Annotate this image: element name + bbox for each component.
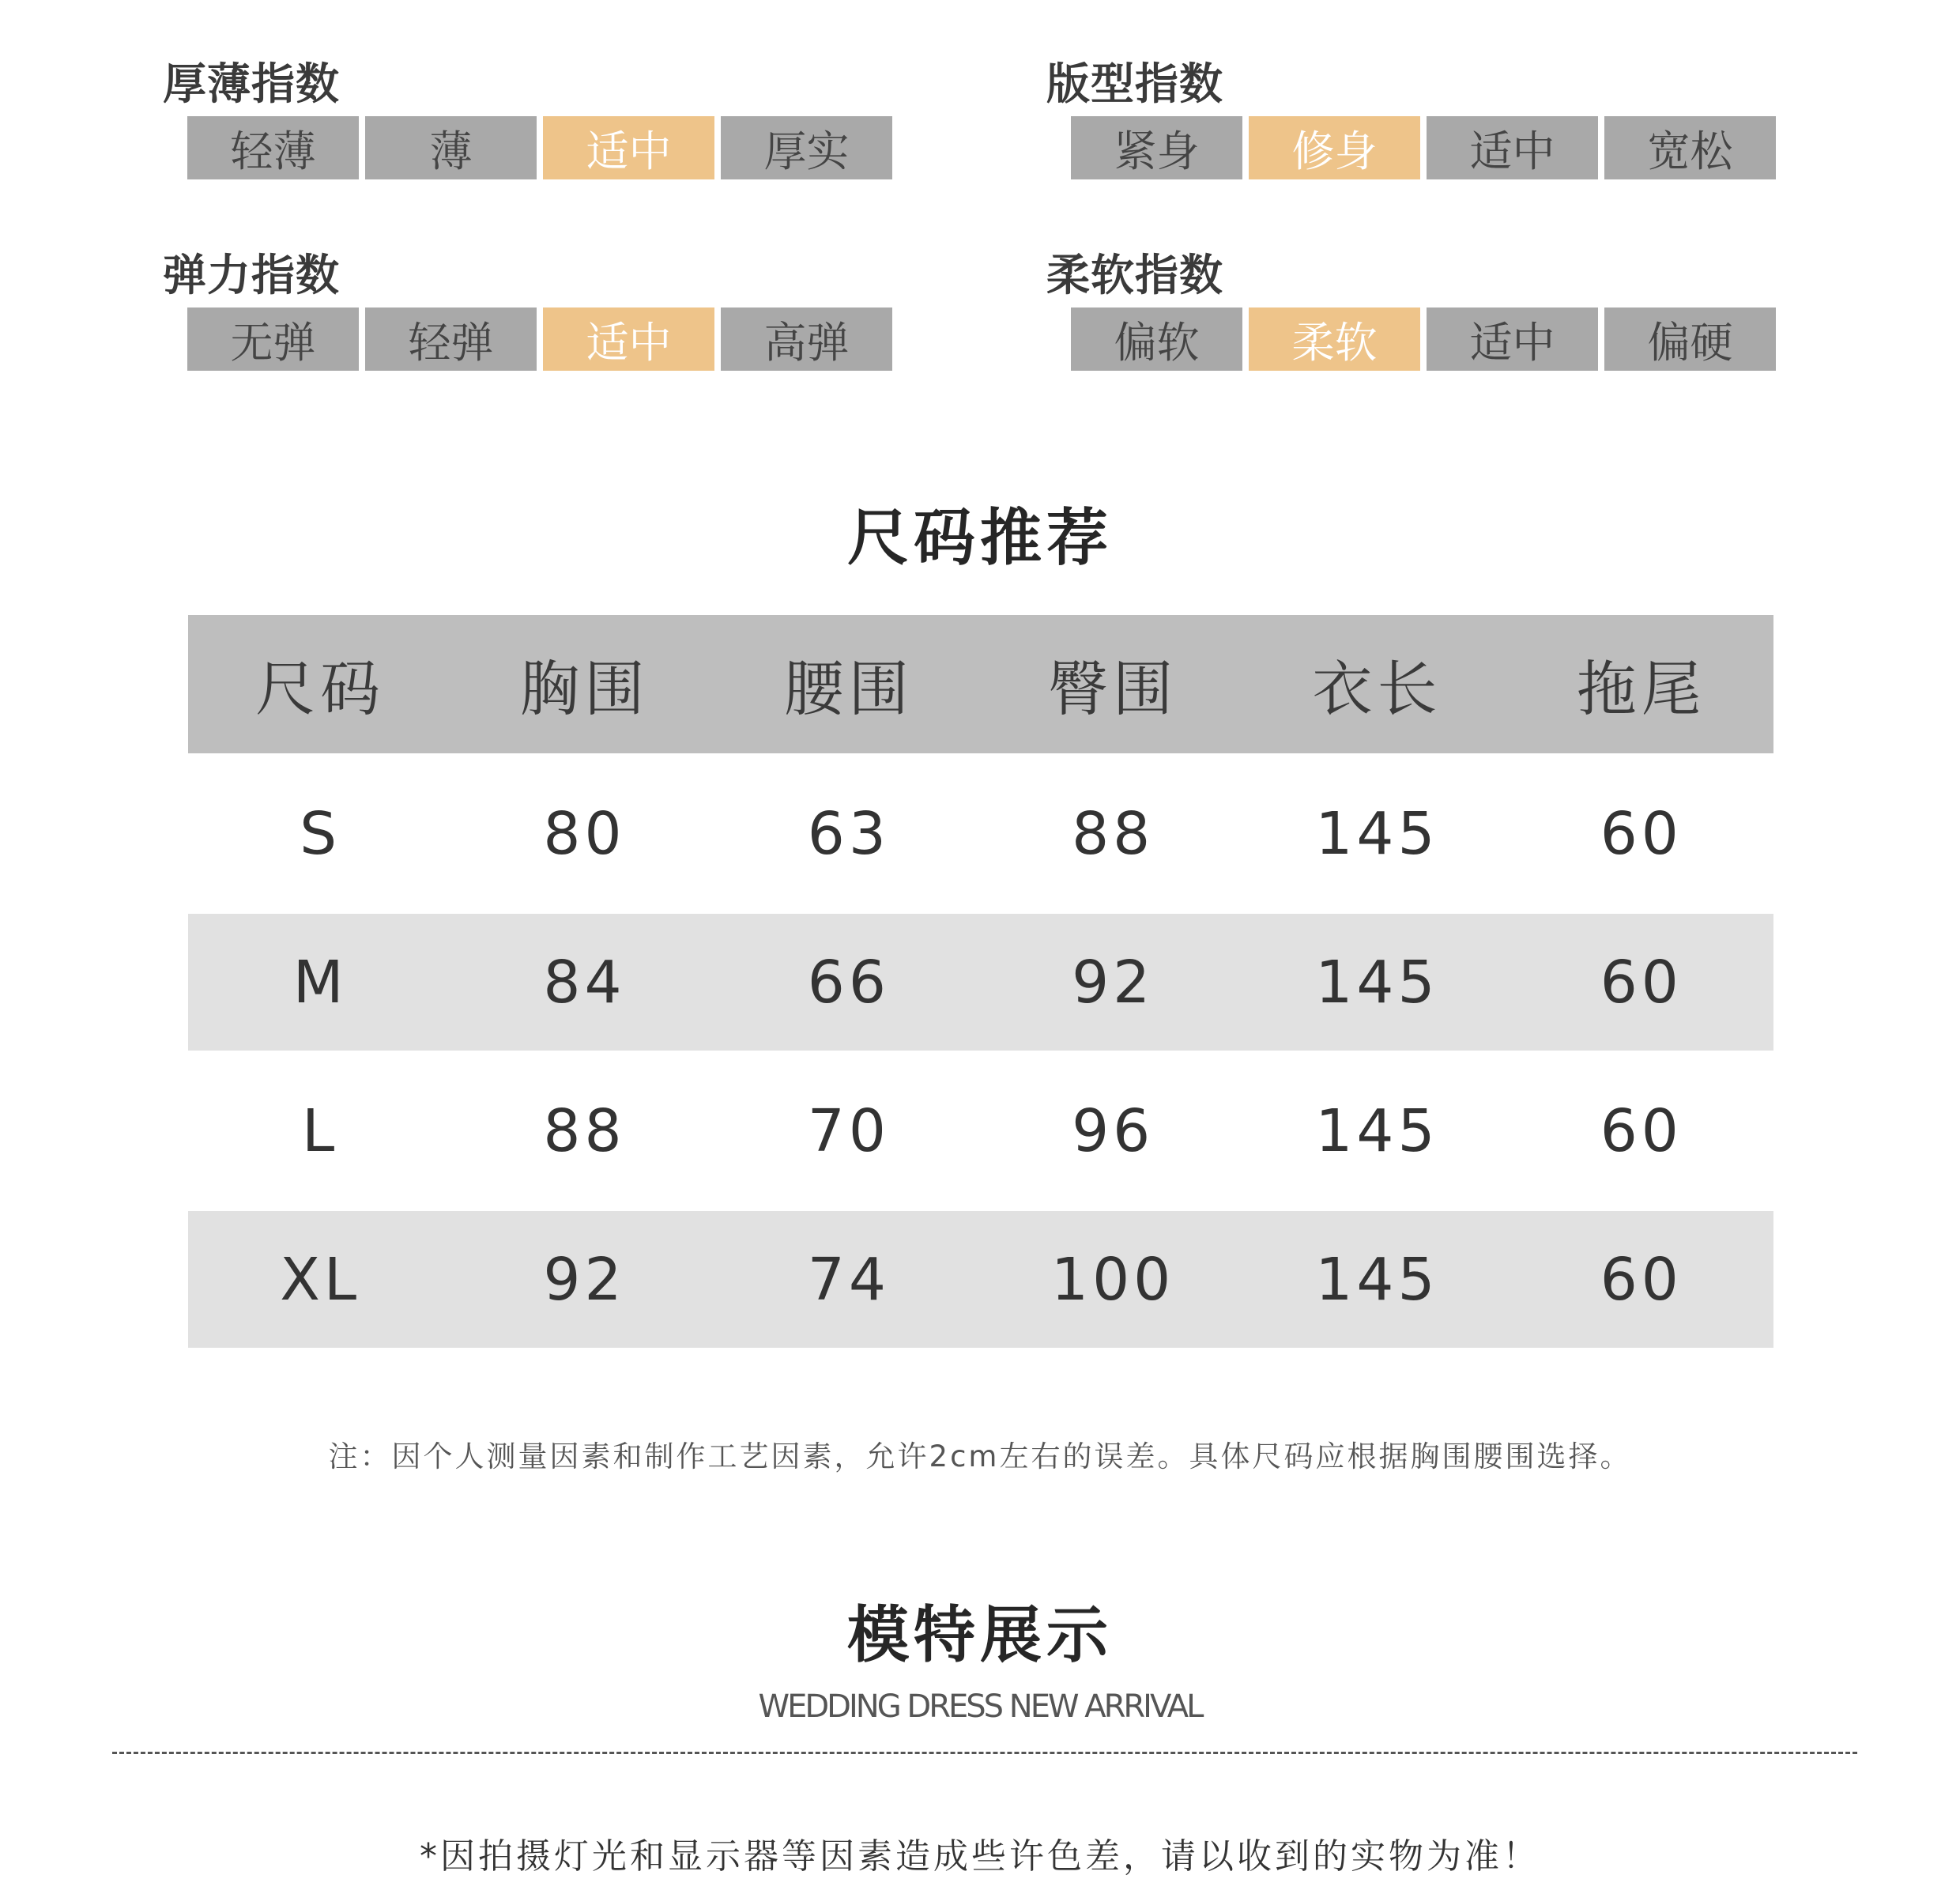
table-cell: 100 (1051, 1245, 1175, 1314)
table-cell: 80 (543, 799, 626, 868)
size-table (188, 615, 1773, 1348)
table-cell: 70 (807, 1096, 890, 1165)
index-option: 紧身 (1071, 116, 1242, 179)
index-options (1071, 116, 1776, 179)
table-cell: 60 (1600, 1245, 1683, 1314)
table-cell: 60 (1600, 1096, 1683, 1165)
table-cell: M (292, 948, 348, 1017)
table-cell: 84 (543, 948, 626, 1017)
table-cell: 88 (543, 1096, 626, 1165)
table-cell: L (302, 1096, 339, 1165)
table-cell: 145 (1315, 799, 1439, 868)
index-option: 薄 (365, 116, 537, 179)
index-title: 柔软指数 (1046, 250, 1224, 300)
index-option: 厚实 (721, 116, 892, 179)
size-section-title: 尺码推荐 (846, 503, 1113, 574)
index-option: 适中 (1427, 116, 1598, 179)
table-cell: 145 (1315, 1096, 1439, 1165)
table-header-cell: 臀围 (1048, 654, 1178, 724)
index-options (1071, 307, 1776, 371)
table-row (188, 1211, 1773, 1348)
index-title: 版型指数 (1046, 58, 1224, 109)
table-row (188, 753, 1773, 914)
table-cell: 145 (1315, 948, 1439, 1017)
table-cell: 74 (807, 1245, 890, 1314)
table-header-cell: 尺码 (255, 654, 386, 724)
table-header-cell: 胸围 (519, 654, 650, 724)
index-title: 厚薄指数 (163, 58, 341, 109)
index-option: 偏硬 (1604, 307, 1776, 371)
color-disclaimer: *因拍摄灯光和显示器等因素造成些许色差，请以收到的实物为准！ (420, 1836, 1540, 1877)
index-option-selected: 柔软 (1249, 307, 1420, 371)
table-cell: 88 (1072, 799, 1155, 868)
index-option-selected: 适中 (543, 116, 714, 179)
index-option: 轻弹 (365, 307, 537, 371)
table-cell: 96 (1072, 1096, 1155, 1165)
index-option: 适中 (1427, 307, 1598, 371)
index-option: 宽松 (1604, 116, 1776, 179)
table-row (188, 914, 1773, 1051)
table-header-cell: 腰围 (783, 654, 914, 724)
index-options (187, 307, 892, 371)
table-header-row (188, 615, 1773, 753)
table-cell: 63 (807, 799, 890, 868)
index-options (187, 116, 892, 179)
table-header-cell: 衣长 (1312, 654, 1442, 724)
index-option: 无弹 (187, 307, 359, 371)
table-cell: XL (280, 1245, 361, 1314)
table-cell: 92 (1072, 948, 1155, 1017)
index-option: 高弹 (721, 307, 892, 371)
size-note: 注：因个人测量因素和制作工艺因素，允许2cm左右的误差。具体尺码应根据胸围腰围选择。 (328, 1439, 1632, 1473)
model-section-title: 模特展示 (846, 1600, 1113, 1671)
table-row (188, 1051, 1773, 1211)
table-cell: S (300, 799, 341, 868)
index-option-selected: 适中 (543, 307, 714, 371)
index-title: 弹力指数 (163, 250, 341, 300)
index-option: 轻薄 (187, 116, 359, 179)
dashed-divider (112, 1752, 1857, 1754)
table-cell: 60 (1600, 948, 1683, 1017)
index-option: 偏软 (1071, 307, 1242, 371)
model-section-subtitle: WEDDING DRESS NEW ARRIVAL (758, 1688, 1202, 1725)
table-header-cell: 拖尾 (1576, 654, 1706, 724)
table-cell: 60 (1600, 799, 1683, 868)
index-option-selected: 修身 (1249, 116, 1420, 179)
table-cell: 66 (807, 948, 890, 1017)
table-cell: 145 (1315, 1245, 1439, 1314)
table-cell: 92 (543, 1245, 626, 1314)
